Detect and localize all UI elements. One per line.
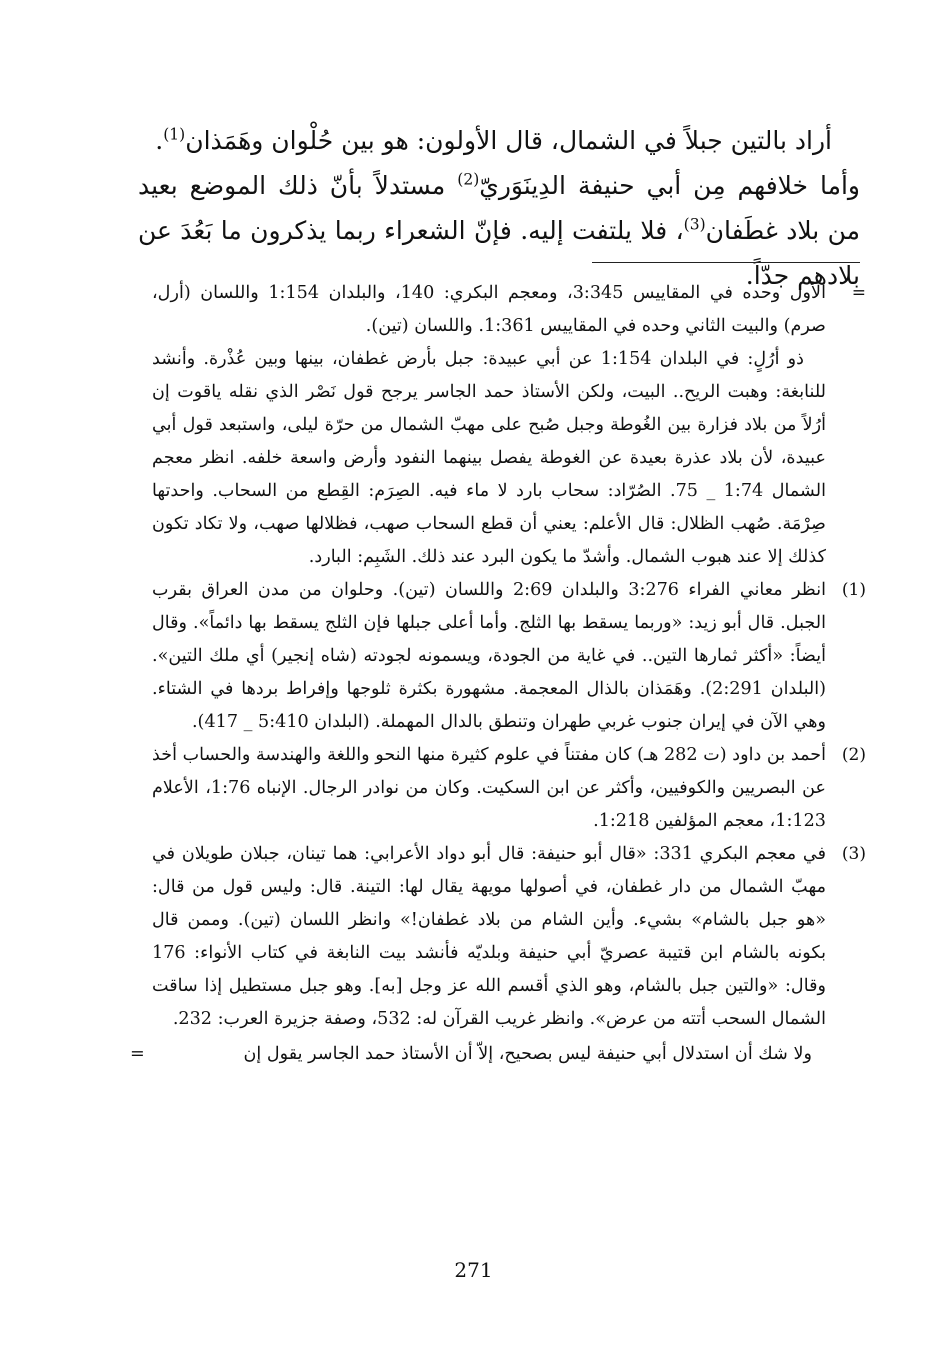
footnotes <box>130 277 866 1071</box>
footnote-3-marker: (3) <box>841 844 866 864</box>
footnote-1-text: انظر معاني الفراء 3:276 والبلدان 2:69 واللسان (تين). وحلوان من مدن العراق بقرب الجبل. قال أبو زيد: «وربما يسقط بها الثلج. وأما أعلى جبلها فإن الثلج يسقط بها دائماً». وقال أيضاً: «أكثر ثمارها التين.. في غاية من الجودة، ويسمونه لجودته (شاه إنجير) أي ملك التين». (البلدان 2:291). وهَمَذان بالذال المعجمة. مشهورة بكثرة ثلوجها وإفراط بردها في الشتاء. وهي الآن في إيران جنوب غربي طهران وتنطق بالدال المهملة. (البلدان 5:410 _ 417). <box>152 580 827 732</box>
main-line-1 <box>138 118 860 163</box>
main-line-2-text-a: وأما خلافهم مِن أبي حنيفة الدِينَوَريّ <box>479 171 860 200</box>
main-text <box>138 118 860 298</box>
main-line-3-text: ، فلا يلتفت إليه. فإنّ الشعراء ربما يذكرون ما بَعُدَ عن بلادهم جدّاً. <box>138 216 860 290</box>
footnote-3-text: في معجم البكري 331: «قال أبو حنيفة: قال أبو دواد الأعرابي: هما تينان، جبلان طويلان في مهبّ الشمال من دار غطفان، في أصولها مويهة يقال لها: التينة. قال: وليس قول من قال: «هو جبل بالشام» بشيء. وأين الشام من بلاد غطفان!» وانظر اللسان (تين). وممن قال بكونه بالشام ابن قتيبة عصريّ أبي حنيفة وبلديّه فأنشد بيت النابغة في كتاب الأنواء: 176 وقال: «والتين جبل بالشام، وهو الذي أقسم الله عز وجل [به]. وهو جبل مستطيل إذا ساقت الشمال السحب أتته من عرض». وانظر غريب القرآن له: 532، وصفة جزيرة العرب: 232. <box>152 844 826 1029</box>
footnote-continuation <box>130 277 866 574</box>
footnote-3 <box>130 838 866 1036</box>
main-line-1-end: . <box>155 126 164 155</box>
continues-marker: = <box>130 1044 145 1064</box>
main-line-2-text-b: مستدلاً بأنّ ذلك الموضع بعيد من بلاد غطَفان <box>138 171 860 245</box>
footnote-ref-1: (1) <box>163 125 186 144</box>
continuation-paragraph-2: ذو أرُلٍ: في البلدان 1:154 عن أبي عبيدة: جبل بأرض غطفان، بينها وبين عُذْرة. وأنشد للنابغة: وهبت الريح.. البيت، ولكن الأستاذ حمد الجاسر يرجح قول نَصْر الذي نقله ياقوت إن أرُلاً من بلاد فزارة بين الغُوطة وجبل صُبح على مهبّ الشمال من حرّة ليلى، واستبعد قول أبي عبيدة، لأن بلاد عذرة بعيدة عن الغوطة يفصل بينهما النفود وأرض واسعة خلفه. انظر معجم الشمال 1:74 _ 75. الصُرّاد: سحاب بارد لا ماء فيه. الصِرَم: القِطع من السحاب. واحدتها صِرْمَة. صُهب الظلال: قال الأعلم: يعني أن قطع السحاب صهب، فظلالها صهب، ولا تكاد تكون كذلك إلا عند هبوب الشمال. وأشدّ ما يكون البرد عند ذلك. الشَبِم: البارد. <box>152 349 826 567</box>
footnote-separator <box>592 262 860 263</box>
footnote-ref-2: (2) <box>457 170 480 189</box>
footnote-2-marker: (2) <box>841 745 866 765</box>
continuation-body <box>152 277 826 574</box>
footnote-1-marker: (1) <box>841 580 866 600</box>
continuation-paragraph-1: الأول وحده في المقاييس 3:345، ومعجم البكري: 140، والبلدان 1:154 واللسان (أرل، صرم) والبيت الثاني وحده في المقاييس 1:361. واللسان (تين). <box>152 283 826 336</box>
main-line-1-text: أراد بالتين جبلاً في الشمال، قال الأولون: هو بين حُلْوان وهَمَذان <box>185 126 832 155</box>
footnote-2 <box>130 739 866 838</box>
continuation-marker: = <box>851 283 866 303</box>
footnote-continues-text: ولا شك أن استدلال أبي حنيفة ليس بصحيح، إلاّ أن الأستاذ حمد الجاسر يقول إن <box>243 1044 812 1064</box>
footnote-2-text: أحمد بن داود (ت 282 هـ) كان مفتناً في علوم كثيرة منها النحو واللغة والهندسة والحساب أخذ عن البصريين والكوفيين، وأكثر عن ابن السكيت. وكان من نوادر الرجال. الإنباه 1:76، الأعلام 1:123، معجم المؤلفين 1:218. <box>152 745 826 831</box>
page-number: 271 <box>454 1258 493 1282</box>
footnote-1 <box>130 574 866 739</box>
footnote-ref-3: (3) <box>683 215 706 234</box>
footnote-continues-line <box>130 1038 866 1071</box>
